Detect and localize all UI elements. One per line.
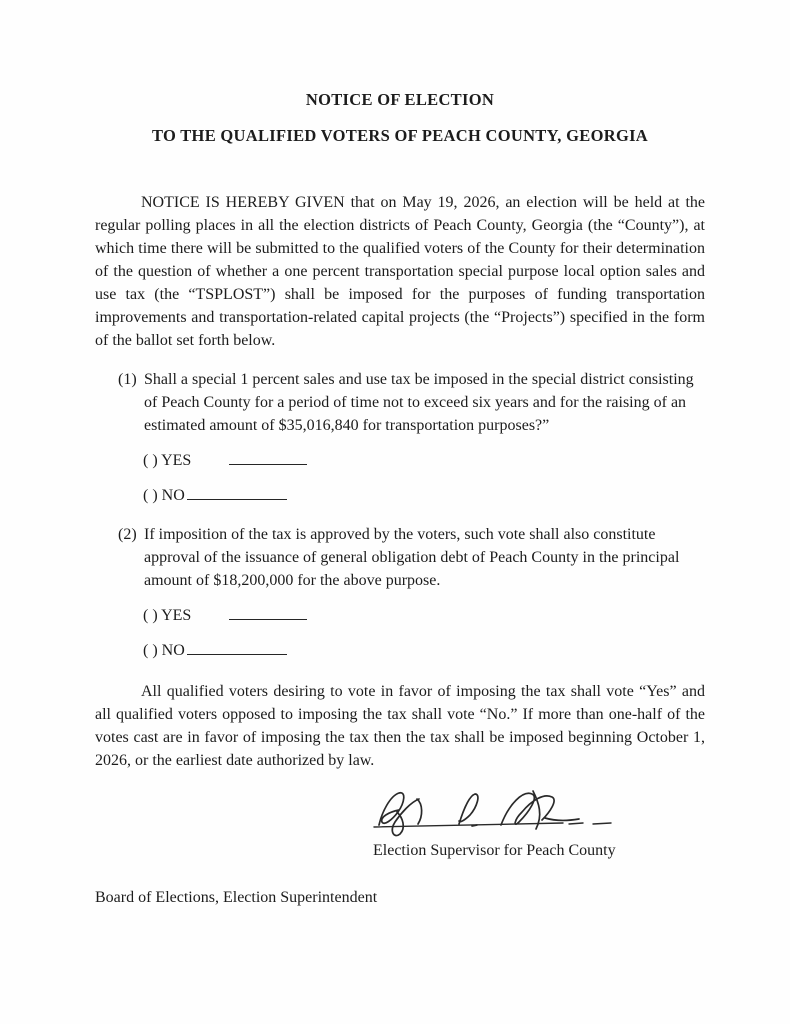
question-2-yes-row xyxy=(143,604,705,627)
question-2-no-label: ( ) NO xyxy=(143,642,185,659)
superintendent-line: Board of Elections, Election Superintendent xyxy=(95,889,378,906)
question-2-no-row xyxy=(143,639,705,662)
closing-paragraph: All qualified voters desiring to vote in favor of imposing the tax shall vote “Yes” and all qualified voters opposed to imposing the tax shall vote “No.” If more than one-half of the votes cast are in favor of imposing the tax then the tax shall be imposed beginning October 1, 2026, or the earliest date authorized by law. xyxy=(95,683,705,769)
signature-scrawl-icon xyxy=(373,782,625,838)
question-1-yes-blank-line xyxy=(229,449,307,465)
signature-caption: Election Supervisor for Peach County xyxy=(373,842,616,859)
question-1-no-blank-line xyxy=(187,484,287,500)
question-1-yes-row xyxy=(143,449,705,472)
ballot-question-2-number: (2) xyxy=(118,526,137,543)
ballot-question-1-text: Shall a special 1 percent sales and use tax be imposed in the special district consisting of Peach County for a period of time not to exceed six years and for the raising of an estimated amount of $35,016,840 for transportation purposes?” xyxy=(144,371,694,434)
question-1-no-row xyxy=(143,484,705,507)
ballot-question-2-text: If imposition of the tax is approved by the voters, such vote shall also constitute approval of the issuance of general obligation debt of Peach County in the principal amount of $18,200,000 for the above purpose. xyxy=(144,526,680,589)
question-1-no-label: ( ) NO xyxy=(143,487,185,504)
ballot-question-2 xyxy=(118,523,705,592)
document-subtitle: TO THE QUALIFIED VOTERS OF PEACH COUNTY, GEORGIA xyxy=(151,126,649,145)
question-2-no-blank-line xyxy=(187,639,287,655)
intro-paragraph: NOTICE IS HEREBY GIVEN that on May 19, 2026, an election will be held at the regular polling places in all the election districts of Peach County, Georgia (the “County”), at which time there will be submitted to the qualified voters of the County for their determination of the question of whether a one percent transportation special purpose local option sales and use tax (the “TSPLOST”) shall be imposed for the purposes of funding transportation improvements and transportation-related capital projects (the “Projects”) specified in the form of the ballot set forth below. xyxy=(95,194,705,349)
document-title: NOTICE OF ELECTION xyxy=(305,90,495,109)
signature-block xyxy=(373,782,625,862)
question-1-yes-label: ( ) YES xyxy=(143,452,192,469)
ballot-question-1 xyxy=(118,368,705,437)
question-2-yes-label: ( ) YES xyxy=(143,607,192,624)
ballot-question-1-number: (1) xyxy=(118,371,137,388)
question-2-yes-blank-line xyxy=(229,604,307,620)
